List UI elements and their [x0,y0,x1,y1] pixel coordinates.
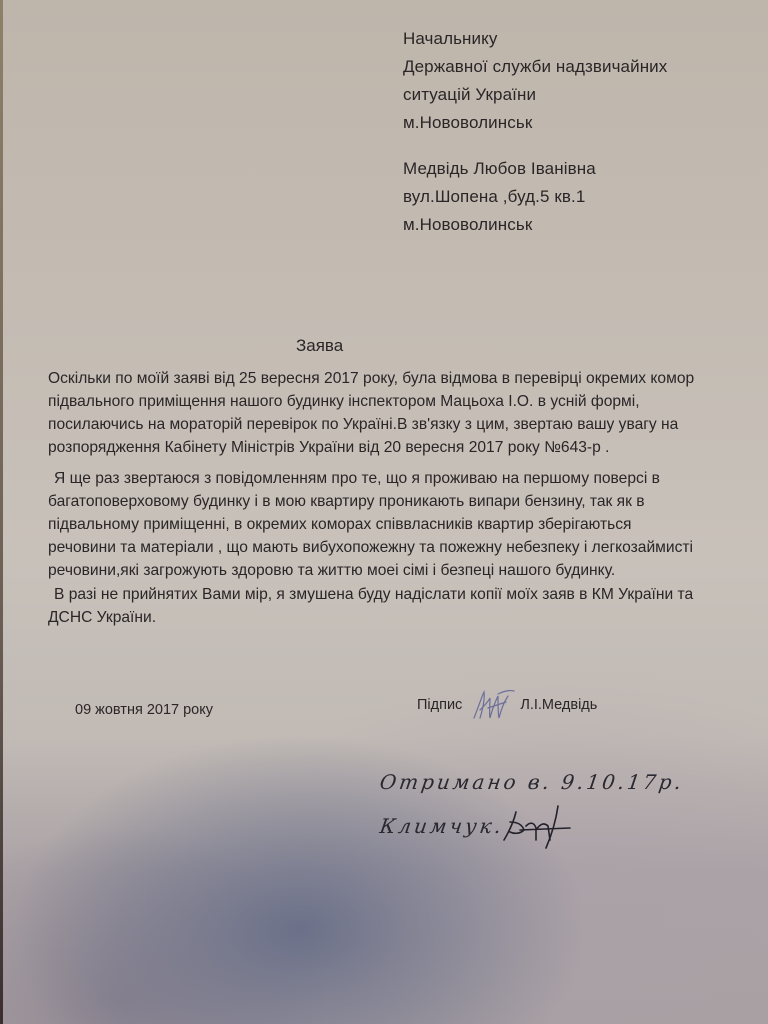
sender-address [403,155,596,239]
sender-line: м.Нововолинськ [403,215,533,234]
paragraph-line: Я ще раз звертаюся з повідомленням про те, що я проживаю на першому поверсі в [54,470,660,487]
sender-line: вул.Шопена ,буд.5 кв.1 [403,187,586,206]
paragraph-1 [48,367,738,459]
paragraph-line: речовини та матеріали , що мають вибухопожежну та пожежну небезпеку і легкозаймисті [48,539,693,556]
recipient-line: м.Нововолинськ [403,113,533,132]
paragraph-2 [48,467,738,582]
recipient-line: ситуацій України [403,85,537,104]
handwritten-signature-icon [500,800,572,850]
received-note-line: Отримано в. 9.10.17р. [378,770,686,794]
signer-name: Л.І.Медвідь [520,697,598,713]
paragraph-3 [48,583,738,629]
paragraph-line: багатоповерховому будинку і в мою квартиру проникають випари бензину, так як в [48,493,645,510]
page-edge [0,0,3,1024]
signature-label: Підпис [417,697,463,713]
paragraph-line: посилаючись на мораторій перевірок по Україні.В зв'язку з цим, звертаю вашу увагу на [48,416,679,433]
sender-line: Медвідь Любов Іванівна [403,159,596,178]
document-title: Заява [296,336,344,355]
handwritten-signature-icon [468,688,516,722]
recipient-address [403,25,667,137]
document-date: 09 жовтня 2017 року [75,702,214,718]
paragraph-line: речовини,які загрожують здоровю та життю моеі сімі і безпеці нашого будинку. [48,562,616,579]
recipient-line: Державної служби надзвичайних [403,57,668,76]
recipient-line: Начальнику [403,29,498,48]
signature-block [417,688,597,722]
paragraph-line: ДСНС України. [48,609,157,626]
paragraph-line: Оскільки по моїй заяві від 25 вересня 2017 року, була відмова в перевірці окремих комор [48,370,695,387]
paragraph-line: підвального приміщення нашого будинку інспектором Мацьоха І.О. в усній формі, [48,393,640,410]
paragraph-line: розпорядження Кабінету Міністрів України від 20 вересня 2017 року №643-р . [48,439,610,456]
paragraph-line: підвальному приміщенні, в окремих коморах співвласників квартир зберігаються [48,516,632,533]
paragraph-line: В разі не прийнятих Вами мір, я змушена буду надіслати копії моїх заяв в КМ України та [54,586,694,603]
received-note-line: Климчук. [378,814,506,838]
